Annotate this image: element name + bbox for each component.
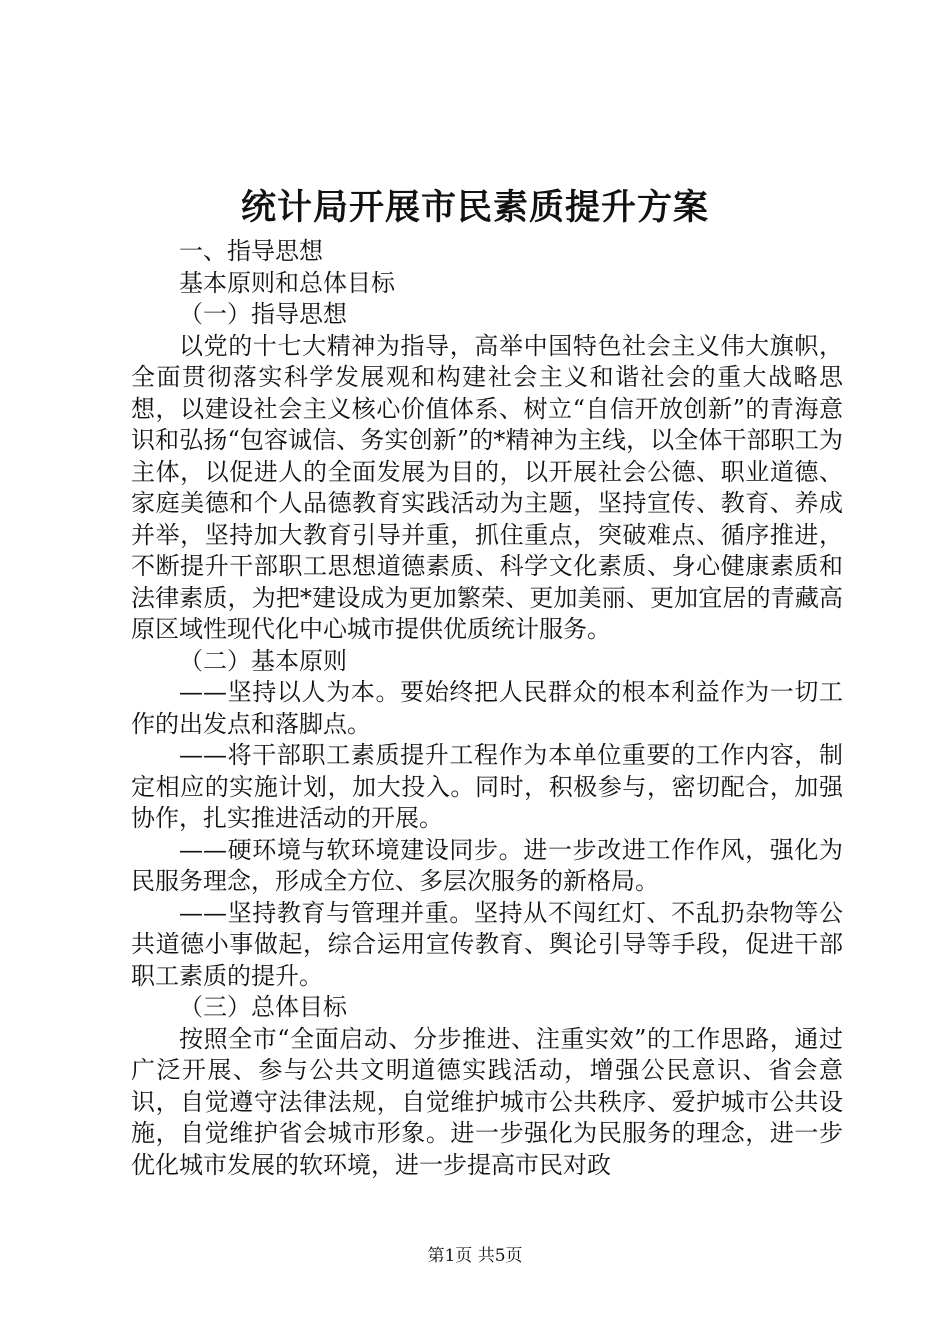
paragraph-principle-2: ——将干部职工素质提升工程作为本单位重要的工作内容，制定相应的实施计划，加大投入。同时，积极参与，密切配合，加强协作，扎实推进活动的开展。 [131,741,843,832]
subsection-heading-basic-principles: （二）基本原则 [179,646,347,675]
section-subheading: 基本原则和总体目标 [179,268,395,297]
section-heading-1: 一、指导思想 [179,237,323,265]
paragraph-overall-goal: 按照全市“全面启动、分步推进、注重实效”的工作思路，通过广泛开展、参与公共文明道德实践活动，增强公民意识、省会意识，自觉遵守法律法规，自觉维护城市公共秩序、爱护城市公共设施，自觉维护省会城市形象。进一步强化为民服务的理念，进一步优化城市发展的软环境，进一步提高市民对政 [131,1024,843,1179]
subsection-heading-guiding-thought: （一）指导思想 [179,300,347,328]
paragraph-guiding-thought: 以党的十七大精神为指导，高举中国特色社会主义伟大旗帜，全面贯彻落实科学发展观和构建社会主义和谐社会的重大战略思想，以建设社会主义核心价值体系、树立“自信开放创新”的青海意识和弘扬“包容诚信、务实创新”的*精神为主线，以全体干部职工为主体，以促进人的全面发展为目的，以开展社会公德、职业道德、家庭美德和个人品德教育实践活动为主题，坚持宣传、教育、养成并举，坚持加大教育引导并重，抓住重点，突破难点、循序推进，不断提升干部职工思想道德素质、科学文化素质、身心健康素质和法律素质，为把*建设成为更加繁荣、更加美丽、更加宜居的青藏高原区域性现代化中心城市提供优质统计服务。 [131,331,843,643]
document-body [131,236,843,1181]
paragraph-principle-4: ——坚持教育与管理并重。坚持从不闯红灯、不乱扔杂物等公共道德小事做起，综合运用宣传教育、舆论引导等手段，促进干部职工素质的提升。 [131,898,843,990]
document-title: 统计局开展市民素质提升方案 [240,187,709,228]
paragraph-principle-1: ——坚持以人为本。要始终把人民群众的根本利益作为一切工作的出发点和落脚点。 [131,678,843,738]
page-number-footer: 第1页 共5页 [427,1246,523,1266]
paragraph-principle-3: ——硬环境与软环境建设同步。进一步改进工作作风，强化为民服务理念，形成全方位、多层次服务的新格局。 [131,835,843,895]
subsection-heading-overall-goal: （三）总体目标 [179,993,347,1021]
